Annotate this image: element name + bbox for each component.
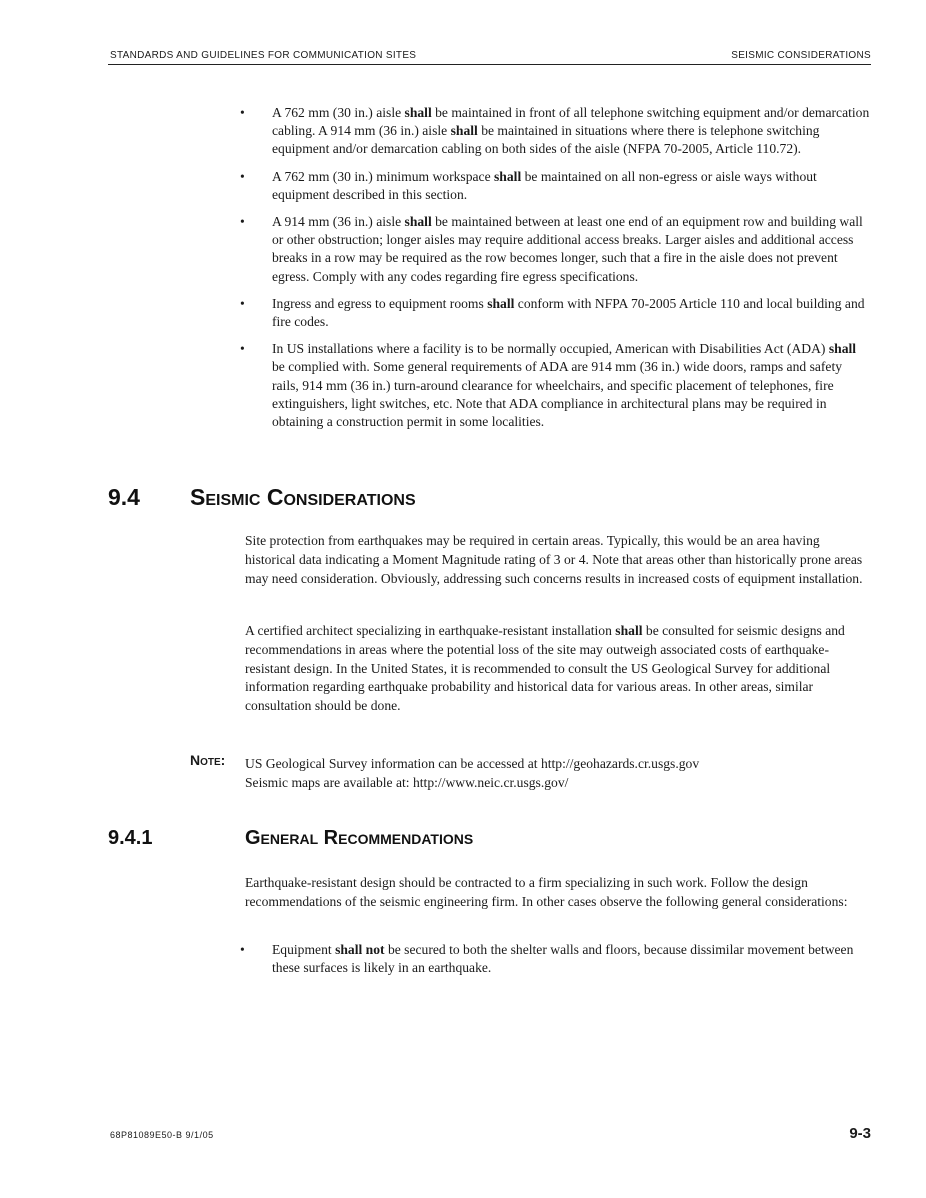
list-item: • Ingress and egress to equipment rooms shall conform with NFPA 70-2005 Article 110 and local building and fire codes. [240,295,865,330]
section-number: 9.4 [108,484,140,510]
running-header-left: STANDARDS AND GUIDELINES FOR COMMUNICATION SITES [110,50,417,61]
top-bullet-list [240,104,870,440]
list-item: • A 762 mm (30 in.) minimum workspace shall be maintained on all non-egress or aisle ways without equipment described in this section. [240,168,817,202]
list-item: • A 914 mm (36 in.) aisle shall be maintained between at least one end of an equipment row and building wall or other obstruction; longer aisles may require additional access breaks. Larger aisles and additional access breaks in a row may be required as the row becomes longer, such that a fire in the aisle does not prevent egress. Comply with any codes regarding fire egress specifications. [240,214,863,284]
seismic-paragraph-1: Site protection from earthquakes may be required in certain areas. Typically, this would be an area having historical data indicating a Moment Magnitude rating of 3 or 4. Note that areas other than historically prone areas may need consideration. Obviously, addressing such concerns results in increased costs of equipment installation. [245,533,863,586]
list-item: • A 762 mm (30 in.) aisle shall be maintained in front of all telephone switching equipment and/or demarcation cabling. A 914 mm (36 in.) aisle shall be maintained in situations where there is telephone switching equipment and/or demarcation cabling on both sides of the aisle (NFPA 70-2005, Article 110.72). [240,105,870,157]
section-number: 9.4.1 [108,827,153,849]
note-label: Note: [190,752,226,768]
note-text [245,755,699,792]
recommendations-paragraph: Earthquake-resistant design should be contracted to a firm specializing in such work. Follow the design recommendations of the seismic engineering firm. In other cases observe the following general considerations: [245,875,848,909]
list-item: • Equipment shall not be secured to both the shelter walls and floors, because dissimilar movement between these surfaces is likely in an earthquake. [240,942,854,976]
page-number: 9-3 [849,1125,871,1142]
section-title: General Recommendations [245,827,474,849]
note-line-2: Seismic maps are available at: http://www.neic.cr.usgs.gov/ [245,774,569,790]
header-rule [108,64,871,65]
section-title: Seismic Considerations [190,484,416,510]
list-item: • In US installations where a facility is to be normally occupied, American with Disabilities Act (ADA) shall be complied with. Some general requirements of ADA are 914 mm (36 in.) wide doors, ramps and safety rails, 914 mm (36 in.) turn-around clearance for wheelchairs, and specific placement of telephones, fire extinguishers, light switches, etc. Note that ADA compliance in architectural plans may be required in obtaining a construction permit in some localities. [240,341,857,430]
recommendations-bullet-list [240,941,870,986]
note-line-1: US Geological Survey information can be accessed at http://geohazards.cr.usgs.gov [245,756,700,771]
footer-document-id: 68P81089E50-B 9/1/05 [110,1130,214,1140]
running-header-right: SEISMIC CONSIDERATIONS [731,50,871,61]
seismic-paragraph-2: A certified architect specializing in earthquake-resistant installation shall be consulted for seismic designs and recommendations in areas where the potential loss of the site may outweigh associated costs of earthquake-resistant design. In the United States, it is recommended to consult the US Geological Survey for additional information regarding earthquake probability and historical data for various areas. In other areas, similar consultation should be done. [245,623,845,714]
